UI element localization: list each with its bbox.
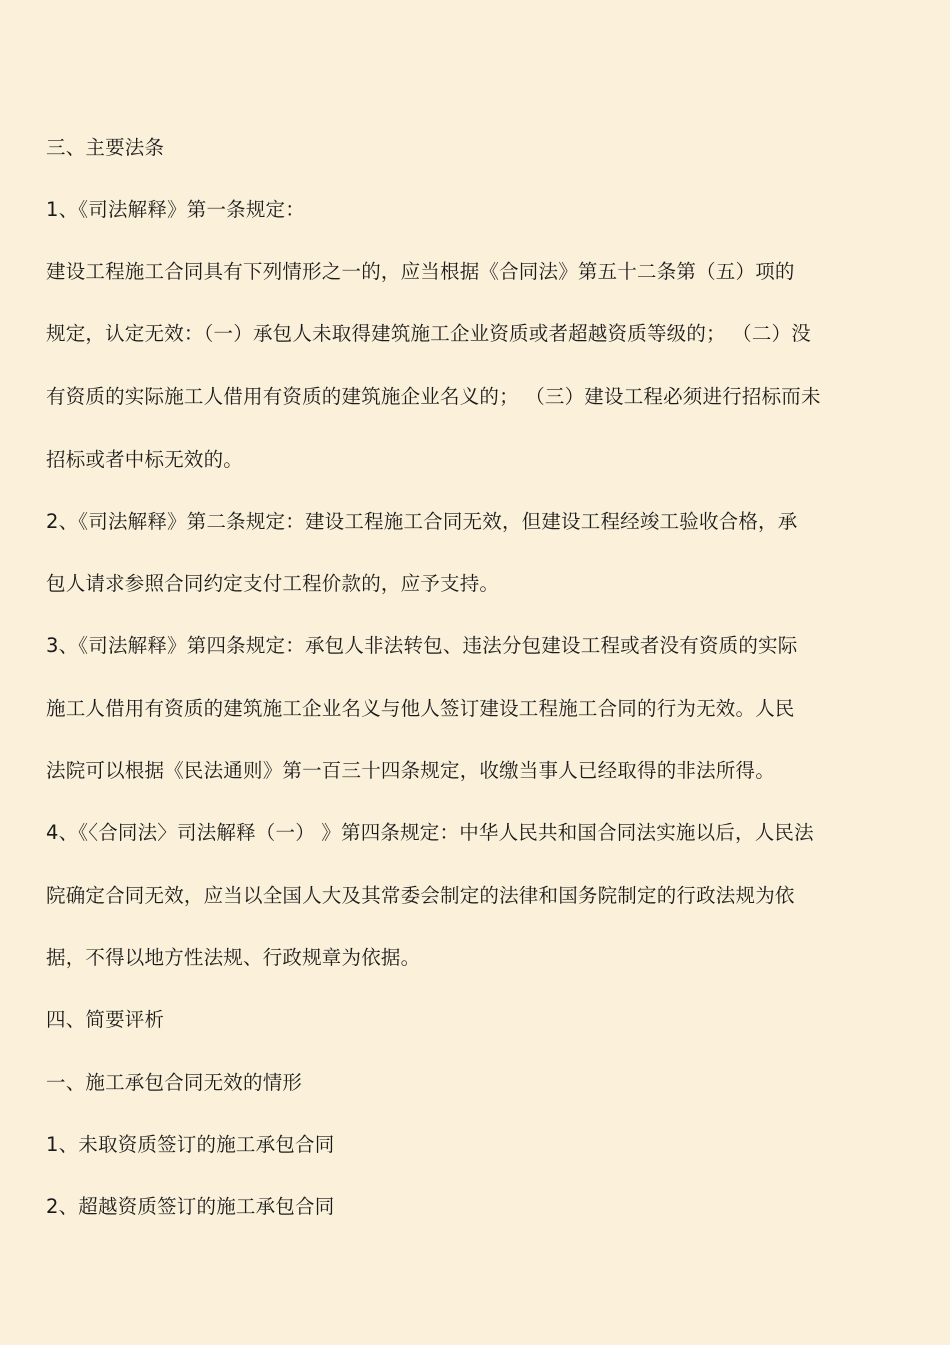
provision-2-line: 2、《司法解释》第二条规定：建设工程施工合同无效，但建设工程经竣工验收合格，承 bbox=[46, 510, 798, 533]
subsection-heading: 一、施工承包合同无效的情形 bbox=[46, 1071, 303, 1094]
provision-3-line: 3、《司法解释》第四条规定：承包人非法转包、违法分包建设工程或者没有资质的实际 bbox=[46, 634, 798, 657]
paragraph-line: 有资质的实际施工人借用有资质的建筑施企业名义的； （三）建设工程必须进行招标而未 bbox=[46, 385, 821, 408]
paragraph-line: 包人请求参照合同约定支付工程价款的，应予支持。 bbox=[46, 572, 500, 595]
list-item: 1、未取资质签订的施工承包合同 bbox=[46, 1133, 335, 1156]
section-heading-analysis: 四、简要评析 bbox=[46, 1008, 165, 1031]
paragraph-line: 院确定合同无效，应当以全国人大及其常委会制定的法律和国务院制定的行政法规为依 bbox=[46, 884, 795, 907]
section-heading-main-provisions: 三、主要法条 bbox=[46, 136, 165, 159]
provision-4-line: 4、《〈合同法〉司法解释（一） 》第四条规定：中华人民共和国合同法实施以后，人民法 bbox=[46, 821, 814, 844]
paragraph-line: 建设工程施工合同具有下列情形之一的，应当根据《合同法》第五十二条第（五）项的 bbox=[46, 260, 795, 283]
provision-1-heading: 1、《司法解释》第一条规定： bbox=[46, 198, 305, 221]
paragraph-line: 施工人借用有资质的建筑施工企业名义与他人签订建设工程施工合同的行为无效。人民 bbox=[46, 697, 795, 720]
paragraph-line: 招标或者中标无效的。 bbox=[46, 448, 244, 471]
paragraph-line: 法院可以根据《民法通则》第一百三十四条规定，收缴当事人已经取得的非法所得。 bbox=[46, 759, 775, 782]
paragraph-line: 据，不得以地方性法规、行政规章为依据。 bbox=[46, 946, 421, 969]
list-item: 2、超越资质签订的施工承包合同 bbox=[46, 1195, 335, 1218]
paragraph-line: 规定，认定无效：（一）承包人未取得建筑施工企业资质或者超越资质等级的； （二）没 bbox=[46, 322, 811, 345]
